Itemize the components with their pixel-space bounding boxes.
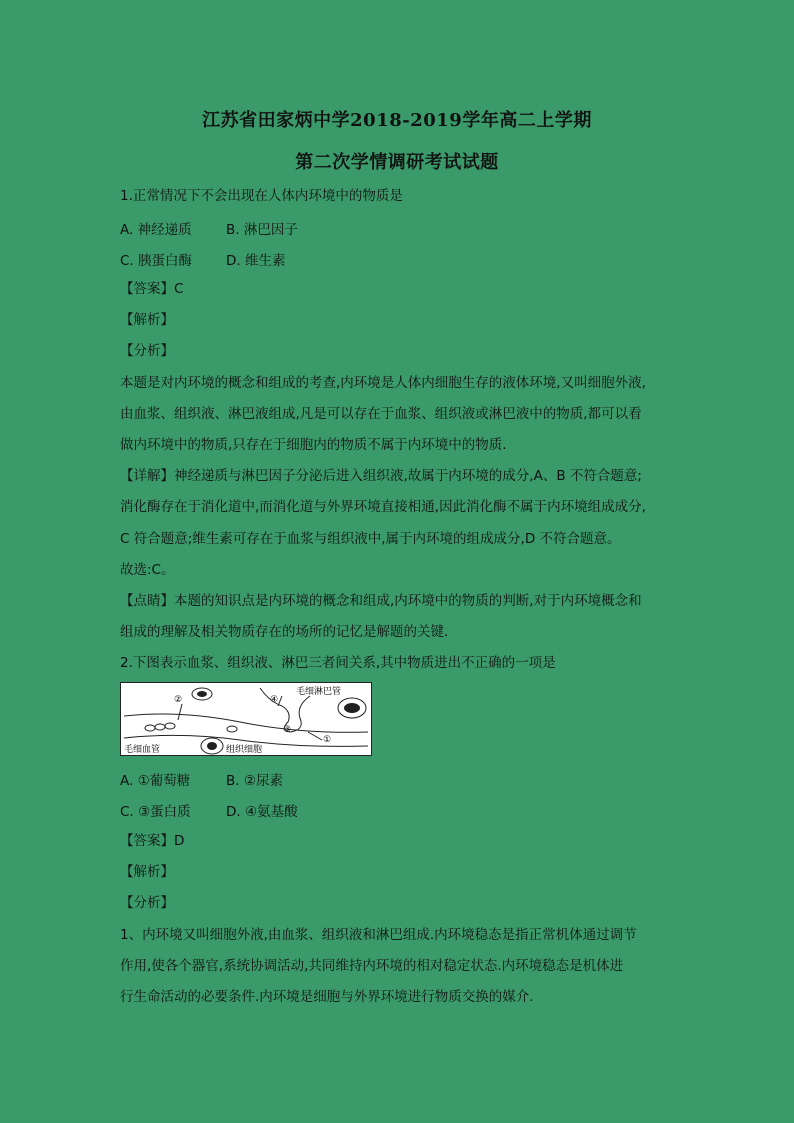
q1-note-line: 【点睛】本题的知识点是内环境的概念和组成,内环境中的物质的判断,对于内环境概念和 bbox=[120, 593, 642, 609]
q2-jiexi-heading: 【解析】 bbox=[120, 864, 174, 880]
q2-stem: 2.下图表示血浆、组织液、淋巴三者间关系,其中物质进出不正确的一项是 bbox=[120, 655, 556, 671]
label-n2: ② bbox=[174, 695, 183, 705]
q1-option-b: B. 淋巴因子 bbox=[226, 222, 298, 238]
label-n3: ③ bbox=[283, 725, 292, 735]
q1-detail-line: 【详解】神经递质与淋巴因子分泌后进入组织液,故属于内环境的成分,A、B 不符合题意; bbox=[120, 468, 642, 484]
label-blood-capillary: 毛细血管 bbox=[124, 745, 161, 755]
q1-option-c: C. 胰蛋白酶 bbox=[120, 253, 193, 269]
label-tissue-cell: 组织细胞 bbox=[226, 745, 263, 755]
q1-jiexi-heading: 【解析】 bbox=[120, 312, 174, 328]
label-lymph-capillary: 毛细淋巴管 bbox=[296, 687, 342, 697]
q1-answer: 【答案】C bbox=[120, 281, 184, 297]
q2-answer: 【答案】D bbox=[120, 833, 185, 849]
q2-option-a: A. ①葡萄糖 bbox=[120, 773, 191, 789]
q2-analysis-line: 行生命活动的必要条件.内环境是细胞与外界环境进行物质交换的媒介. bbox=[120, 989, 534, 1005]
tissue-cell-nucleus bbox=[207, 742, 217, 750]
q1-detail-line: 消化酶存在于消化道中,而消化道与外界环境直接相通,因此消化酶不属于内环境组成成分, bbox=[120, 499, 646, 515]
label-n1: ① bbox=[323, 735, 332, 745]
q1-note-line: 组成的理解及相关物质存在的场所的记忆是解题的关键. bbox=[120, 624, 449, 640]
q1-detail-line: 故选:C。 bbox=[120, 562, 175, 578]
tissue-cell-nucleus bbox=[344, 703, 360, 713]
tissue-cell-nucleus bbox=[197, 691, 207, 697]
q1-stem: 1.正常情况下不会出现在人体内环境中的物质是 bbox=[120, 188, 403, 204]
q1-analysis-line: 做内环境中的物质,只存在于细胞内的物质不属于内环境中的物质. bbox=[120, 437, 507, 453]
q1-analysis-line: 本题是对内环境的概念和组成的考查,内环境是人体内细胞生存的液体环境,又叫细胞外液, bbox=[120, 375, 646, 391]
q1-detail-line: C 符合题意;维生素可存在于血浆与组织液中,属于内环境的组成成分,D 不符合题意。 bbox=[120, 531, 621, 547]
document-title-line1: 江苏省田家炳中学2018-2019学年高二上学期 bbox=[202, 110, 592, 131]
q2-option-c: C. ③蛋白质 bbox=[120, 804, 191, 820]
label-n4: ④ bbox=[270, 695, 279, 705]
q1-option-a: A. 神经递质 bbox=[120, 222, 192, 238]
q2-analysis-line: 作用,使各个器官,系统协调活动,共同维持内环境的相对稳定状态.内环境稳态是机体进 bbox=[120, 958, 624, 974]
document-title-line2: 第二次学情调研考试试题 bbox=[295, 152, 499, 173]
q2-option-d: D. ④氨基酸 bbox=[226, 804, 298, 820]
q1-analysis-line: 由血浆、组织液、淋巴液组成,凡是可以存在于血浆、组织液或淋巴液中的物质,都可以看 bbox=[120, 406, 642, 422]
q2-analysis-line: 1、内环境又叫细胞外液,由血浆、组织液和淋巴组成.内环境稳态是指正常机体通过调节 bbox=[120, 927, 637, 943]
q2-fenxi-heading: 【分析】 bbox=[120, 895, 174, 911]
q1-option-d: D. 维生素 bbox=[226, 253, 286, 269]
tissue-fluid-diagram bbox=[120, 682, 372, 756]
q2-option-b: B. ②尿素 bbox=[226, 773, 283, 789]
q1-fenxi-heading: 【分析】 bbox=[120, 343, 174, 359]
